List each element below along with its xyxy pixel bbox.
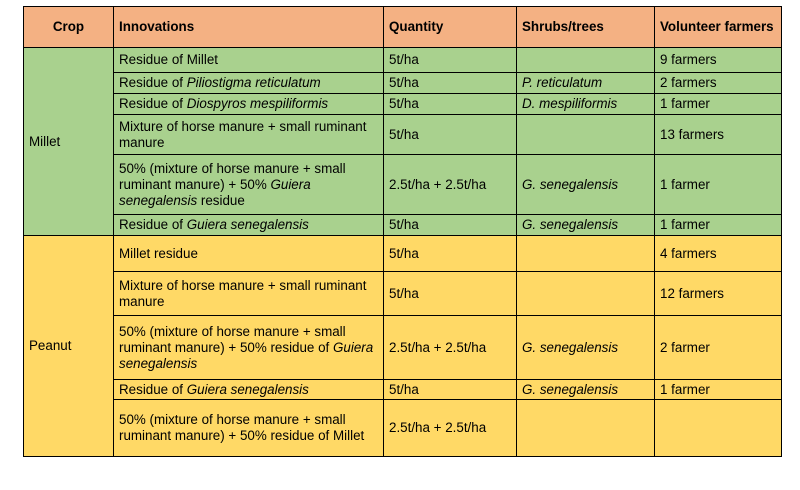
shrubs-trees-cell: G. senegalensis	[517, 316, 655, 380]
innovation-text: Millet residue	[119, 245, 198, 261]
innovation-text: Piliostigma reticulatum	[186, 75, 321, 90]
volunteer-farmers-cell: 1 farmer	[655, 215, 782, 236]
innovation-text: Mixture of horse manure + small ruminant manure	[119, 277, 367, 309]
innovation-text: Residue of Millet	[119, 52, 218, 67]
table-row	[24, 380, 782, 400]
innovation-text: Diospyros mespiliformis	[186, 96, 329, 111]
table-row	[24, 236, 782, 272]
shrubs-trees-cell	[517, 48, 655, 73]
shrubs-trees-cell: G. senegalensis	[517, 380, 655, 400]
volunteer-farmers-cell	[655, 400, 782, 457]
volunteer-farmers-cell: 2 farmers	[655, 73, 782, 94]
innovations-table	[23, 6, 782, 457]
header-quantity: Quantity	[384, 7, 517, 48]
crop-cell: Millet	[24, 48, 114, 236]
quantity-cell: 2.5t/ha + 2.5t/ha	[384, 316, 517, 380]
innovation-text: Residue of	[119, 381, 187, 397]
shrubs-trees-cell	[517, 236, 655, 272]
quantity-cell: 5t/ha	[384, 94, 517, 115]
volunteer-farmers-cell: 1 farmer	[655, 94, 782, 115]
quantity-cell: 5t/ha	[384, 236, 517, 272]
quantity-cell: 5t/ha	[384, 48, 517, 73]
shrubs-trees-cell: P. reticulatum	[517, 73, 655, 94]
innovation-text: Mixture of horse manure + small ruminant manure	[119, 118, 367, 150]
quantity-cell: 5t/ha	[384, 73, 517, 94]
innovation-cell	[114, 380, 384, 400]
innovation-text: 50% (mixture of horse manure + small ruminant manure) + 50%	[119, 160, 346, 192]
innovation-cell	[114, 316, 384, 380]
innovation-cell	[114, 73, 384, 94]
table-row	[24, 400, 782, 457]
innovation-cell	[114, 115, 384, 155]
quantity-cell: 5t/ha	[384, 380, 517, 400]
innovation-text: 50% (mixture of horse manure + small ruminant manure) + 50% residue of	[119, 323, 346, 355]
volunteer-farmers-cell: 4 farmers	[655, 236, 782, 272]
volunteer-farmers-cell: 2 farmer	[655, 316, 782, 380]
table-row	[24, 215, 782, 236]
innovation-text: Guiera senegalensis	[186, 217, 309, 232]
header-shrubs-trees: Shrubs/trees	[517, 7, 655, 48]
shrubs-trees-cell	[517, 400, 655, 457]
table-row	[24, 115, 782, 155]
innovation-text: Guiera senegalensis	[186, 381, 309, 397]
innovation-text: Guiera senegalensis	[119, 339, 374, 371]
table-row	[24, 155, 782, 215]
volunteer-farmers-cell: 1 farmer	[655, 380, 782, 400]
quantity-cell: 2.5t/ha + 2.5t/ha	[384, 155, 517, 215]
innovation-cell	[114, 400, 384, 457]
table-row	[24, 316, 782, 380]
volunteer-farmers-cell: 1 farmer	[655, 155, 782, 215]
quantity-cell: 5t/ha	[384, 215, 517, 236]
innovation-cell	[114, 215, 384, 236]
innovation-text: Guiera senegalensis	[119, 176, 311, 208]
innovation-cell	[114, 155, 384, 215]
table-row	[24, 272, 782, 316]
header-crop: Crop	[24, 7, 114, 48]
innovation-text: Residue of	[119, 96, 187, 111]
shrubs-trees-cell	[517, 272, 655, 316]
volunteer-farmers-cell: 12 farmers	[655, 272, 782, 316]
table-row	[24, 73, 782, 94]
innovation-cell	[114, 48, 384, 73]
shrubs-trees-cell: D. mespiliformis	[517, 94, 655, 115]
table-row	[24, 48, 782, 73]
table-body	[24, 48, 782, 457]
table-row	[24, 94, 782, 115]
innovation-cell	[114, 236, 384, 272]
header-innovations: Innovations	[114, 7, 384, 48]
innovation-text: 50% (mixture of horse manure + small ruminant manure) + 50% residue of Millet	[119, 412, 365, 443]
header-row	[24, 7, 782, 48]
volunteer-farmers-cell: 9 farmers	[655, 48, 782, 73]
header-volunteer-farmers: Volunteer farmers	[655, 7, 782, 48]
crop-cell: Peanut	[24, 236, 114, 457]
shrubs-trees-cell: G. senegalensis	[517, 155, 655, 215]
innovation-text: Residue of	[119, 217, 187, 232]
quantity-cell: 2.5t/ha + 2.5t/ha	[384, 400, 517, 457]
innovation-text: residue	[197, 192, 245, 208]
volunteer-farmers-cell: 13 farmers	[655, 115, 782, 155]
innovation-cell	[114, 94, 384, 115]
quantity-cell: 5t/ha	[384, 115, 517, 155]
quantity-cell: 5t/ha	[384, 272, 517, 316]
shrubs-trees-cell: G. senegalensis	[517, 215, 655, 236]
innovation-text: Residue of	[119, 75, 187, 90]
innovation-cell	[114, 272, 384, 316]
shrubs-trees-cell	[517, 115, 655, 155]
